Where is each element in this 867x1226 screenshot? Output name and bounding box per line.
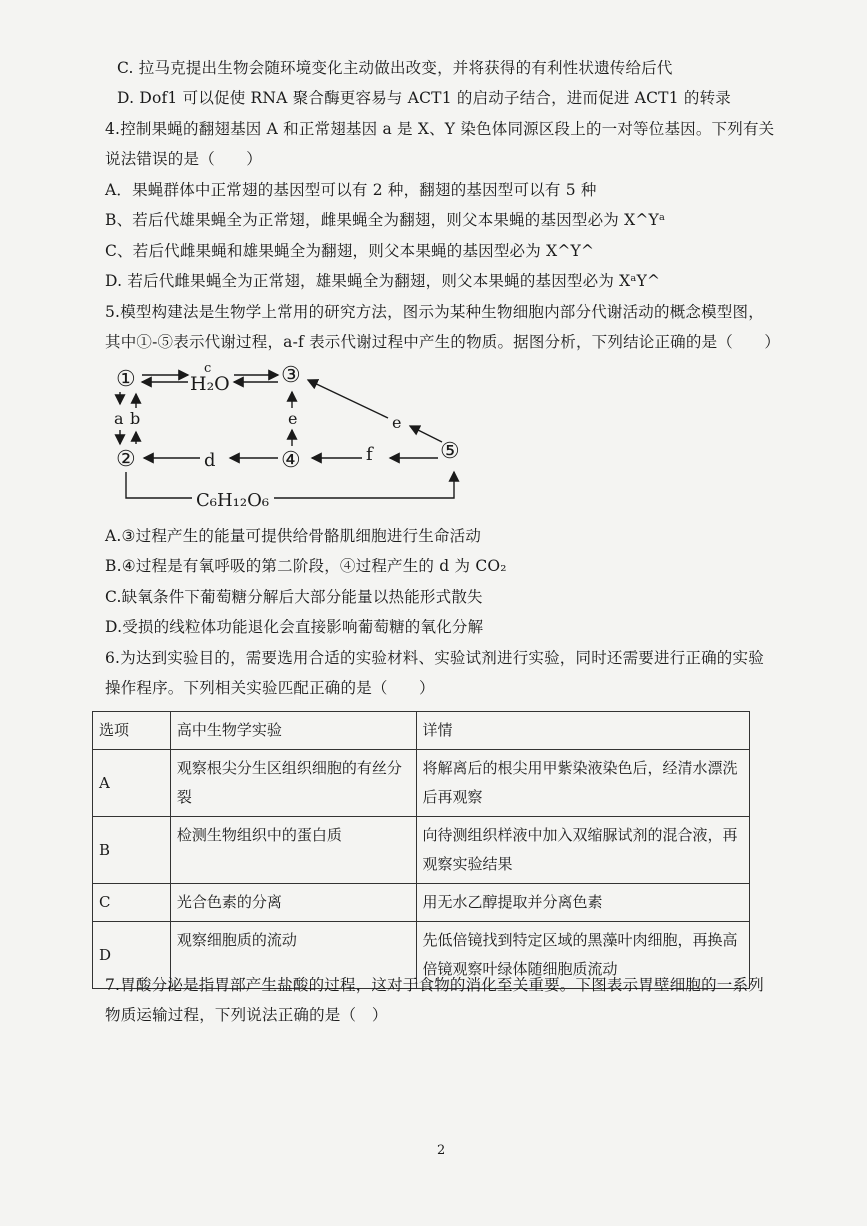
page-number: 2 — [437, 1143, 446, 1158]
q5-stem-line1: 5.模型构建法是生物学上常用的研究方法，图示为某种生物细胞内部分代谢活动的概念模型图， — [105, 303, 764, 321]
q4-option-a: A．果蝇群体中正常翅的基因型可以有 2 种，翻翅的基因型可以有 5 种 — [105, 181, 597, 199]
q4-option-d: D. 若后代雌果蝇全为正常翅，雄果蝇全为翻翅，则父本果蝇的基因型必为 XᵃY^ — [105, 272, 661, 290]
metabolism-concept-diagram — [108, 362, 478, 514]
q5-stem-line2: 其中①-⑤表示代谢过程，a-f 表示代谢过程中产生的物质。据图分析，下列结论正确的是（ ） — [105, 333, 781, 351]
q5-option-d: D.受损的线粒体功能退化会直接影响葡萄糖的氧化分解 — [105, 618, 484, 636]
row-detail: 用无水乙醇提取并分离色素 — [416, 884, 749, 922]
q3-option-d: D. Dof1 可以促使 RNA 聚合酶更容易与 ACT1 的启动子结合，进而促进 ACT1 的转录 — [117, 89, 732, 107]
label-d: d — [204, 450, 216, 471]
header-experiment: 高中生物学实验 — [170, 712, 416, 750]
q7-stem-line2: 物质运输过程，下列说法正确的是（ ） — [105, 1006, 388, 1024]
node-5: ⑤ — [440, 439, 460, 464]
row-experiment: 检测生物组织中的蛋白质 — [170, 817, 416, 884]
label-b: b — [130, 409, 141, 428]
label-e-diagonal: e — [392, 413, 402, 432]
row-detail: 向待测组织样液中加入双缩脲试剂的混合液，再观察实验结果 — [416, 817, 749, 884]
q4-option-b: B、若后代雄果蝇全为正常翅，雌果蝇全为翻翅，则父本果蝇的基因型必为 X^Yᵃ — [105, 211, 666, 229]
table-row — [93, 817, 750, 884]
q5-option-a: A.③过程产生的能量可提供给骨骼肌细胞进行生命活动 — [105, 527, 482, 545]
header-option: 选项 — [93, 712, 171, 750]
table-row — [93, 750, 750, 817]
header-detail: 详情 — [416, 712, 749, 750]
label-e-vertical: e — [288, 409, 298, 428]
water-label: H₂O — [190, 373, 230, 395]
row-detail: 将解离后的根尖用甲紫染液染色后，经清水漂洗后再观察 — [416, 750, 749, 817]
q4-stem-line1: 4.控制果蝇的翻翅基因 A 和正常翅基因 a 是 X、Y 染色体同源区段上的一对等位基因。下列有关 — [105, 120, 775, 138]
q5-option-c: C.缺氧条件下葡萄糖分解后大部分能量以热能形式散失 — [105, 588, 483, 606]
q7-stem-line1: 7.胃酸分泌是指胃部产生盐酸的过程，这对于食物的消化至关重要。下图表示胃壁细胞的一系列 — [105, 976, 764, 994]
row-experiment: 光合色素的分离 — [170, 884, 416, 922]
row-option: D — [93, 922, 171, 989]
q6-stem-line2: 操作程序。下列相关实验匹配正确的是（ ） — [105, 679, 435, 697]
q4-stem-line2: 说法错误的是（ ） — [105, 150, 263, 168]
row-option: B — [93, 817, 171, 884]
table-row — [93, 884, 750, 922]
label-c: c — [204, 362, 212, 376]
node-1: ① — [116, 367, 136, 392]
q5-option-b: B.④过程是有氧呼吸的第二阶段，④过程产生的 d 为 CO₂ — [105, 557, 507, 575]
experiment-table — [92, 711, 750, 989]
node-3: ③ — [281, 363, 301, 388]
row-option: C — [93, 884, 171, 922]
node-2: ② — [116, 447, 136, 472]
node-4: ④ — [281, 448, 301, 473]
row-experiment: 观察根尖分生区组织细胞的有丝分裂 — [170, 750, 416, 817]
glucose-label: C₆H₁₂O₆ — [196, 490, 270, 511]
table-header-row — [93, 712, 750, 750]
row-experiment: 观察细胞质的流动 — [170, 922, 416, 989]
q6-stem-line1: 6.为达到实验目的，需要选用合适的实验材料、实验试剂进行实验，同时还需要进行正确的实验 — [105, 649, 764, 667]
row-detail: 先低倍镜找到特定区域的黑藻叶肉细胞，再换高倍镜观察叶绿体随细胞质流动 — [416, 922, 749, 989]
label-f: f — [366, 444, 373, 465]
q4-option-c: C、若后代雌果蝇和雄果蝇全为翻翅，则父本果蝇的基因型必为 X^Y^ — [105, 242, 595, 260]
row-option: A — [93, 750, 171, 817]
label-a: a — [114, 409, 124, 428]
q3-option-c: C. 拉马克提出生物会随环境变化主动做出改变，并将获得的有利性状遗传给后代 — [117, 59, 673, 77]
